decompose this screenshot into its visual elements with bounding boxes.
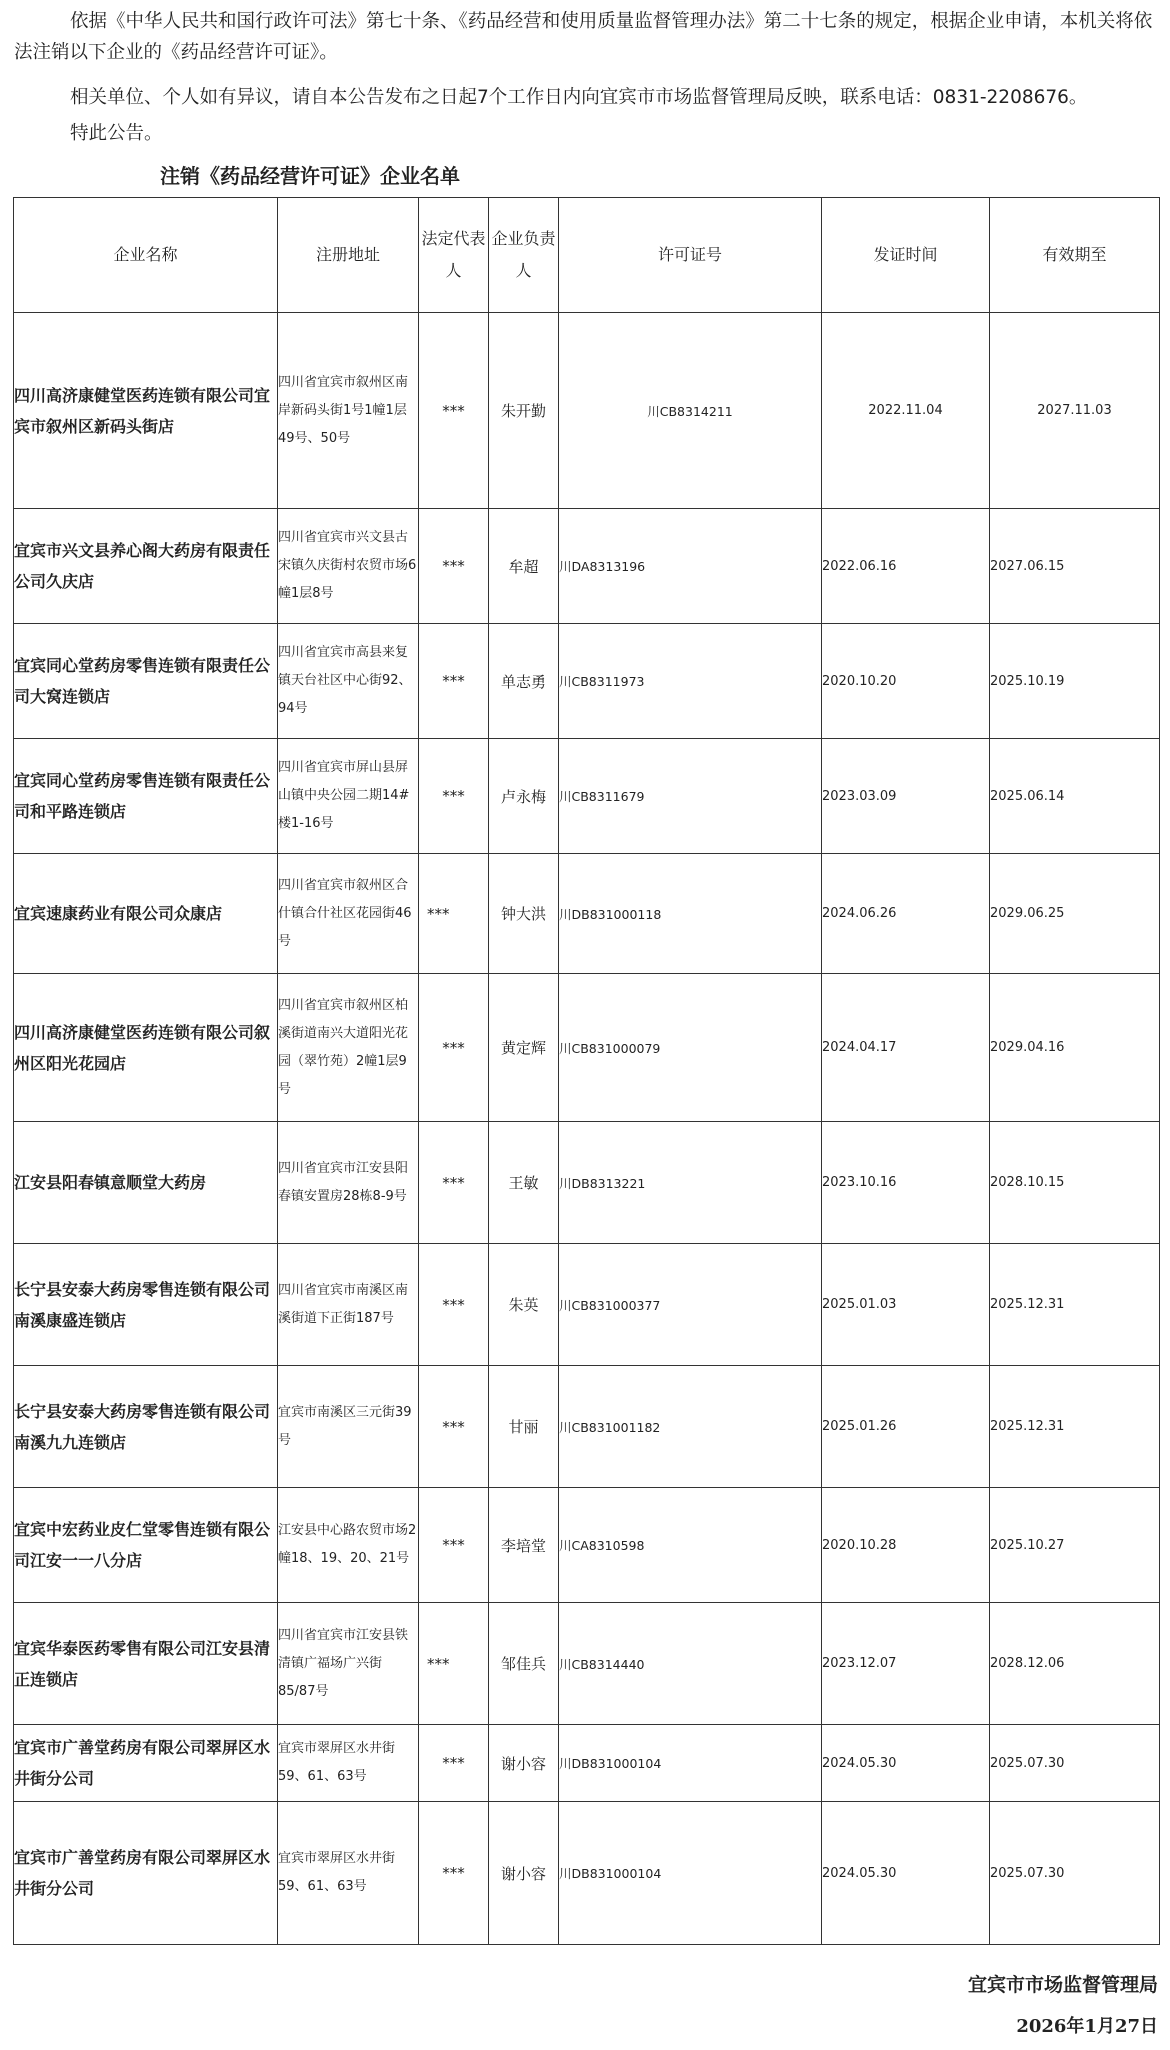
table-row <box>14 1244 1160 1366</box>
table-row <box>14 1366 1160 1488</box>
legal-rep-cell: *** <box>419 1603 489 1725</box>
license-number-cell: 川DB831000104 <box>559 1802 822 1945</box>
company-name-cell: 四川高济康健堂医药连锁有限公司宜宾市叙州区新码头街店 <box>14 313 278 509</box>
manager-cell: 钟大洪 <box>489 854 559 974</box>
license-number-cell: 川CB8314211 <box>559 313 822 509</box>
license-number-cell: 川DB8313221 <box>559 1122 822 1244</box>
address-cell: 四川省宜宾市叙州区南岸新码头街1号1幢1层49号、50号 <box>278 313 419 509</box>
manager-cell: 邹佳兵 <box>489 1603 559 1725</box>
valid-until-cell: 2025.12.31 <box>990 1366 1160 1488</box>
valid-until-cell: 2028.10.15 <box>990 1122 1160 1244</box>
manager-cell: 单志勇 <box>489 624 559 739</box>
issue-date-cell: 2024.06.26 <box>822 854 990 974</box>
company-name-cell: 长宁县安泰大药房零售连锁有限公司南溪康盛连锁店 <box>14 1244 278 1366</box>
address-cell: 宜宾市翠屏区水井街59、61、63号 <box>278 1802 419 1945</box>
address-cell: 江安县中心路农贸市场2幢18、19、20、21号 <box>278 1488 419 1603</box>
company-name-cell: 江安县阳春镇意顺堂大药房 <box>14 1122 278 1244</box>
notice-date: 2026年1月27日 <box>1016 2016 1158 2037</box>
notice-paragraph-1: 依据《中华人民共和国行政许可法》第七十条、《药品经营和使用质量监督管理办法》第二十七条的规定，根据企业申请，本机关将依法注销以下企业的《药品经营许可证》。 <box>14 11 1153 63</box>
issue-date-cell: 2020.10.28 <box>822 1488 990 1603</box>
address-cell: 四川省宜宾市兴文县古宋镇久庆街村农贸市场6幢1层8号 <box>278 509 419 624</box>
valid-until-cell: 2029.04.16 <box>990 974 1160 1122</box>
company-name-cell: 宜宾市广善堂药房有限公司翠屏区水井街分公司 <box>14 1802 278 1945</box>
license-number-cell: 川DB831000104 <box>559 1725 822 1802</box>
license-number-cell: 川CB831000377 <box>559 1244 822 1366</box>
header-license: 许可证号 <box>559 198 822 313</box>
legal-rep-cell: *** <box>419 1366 489 1488</box>
table-header-row <box>14 198 1160 313</box>
table-row <box>14 624 1160 739</box>
license-number-cell: 川DA8313196 <box>559 509 822 624</box>
legal-rep-cell: *** <box>419 313 489 509</box>
company-name-cell: 宜宾中宏药业皮仁堂零售连锁有限公司江安一一八分店 <box>14 1488 278 1603</box>
valid-until-cell: 2025.10.27 <box>990 1488 1160 1603</box>
issue-date-cell: 2024.05.30 <box>822 1802 990 1945</box>
table-row <box>14 1122 1160 1244</box>
legal-rep-cell: *** <box>419 1244 489 1366</box>
license-number-cell: 川DB831000118 <box>559 854 822 974</box>
address-cell: 宜宾市翠屏区水井街59、61、63号 <box>278 1725 419 1802</box>
table-row <box>14 1488 1160 1603</box>
manager-cell: 朱开勤 <box>489 313 559 509</box>
header-legal-rep: 法定代表人 <box>419 198 489 313</box>
issue-date-cell: 2020.10.20 <box>822 624 990 739</box>
company-name-cell: 宜宾同心堂药房零售连锁有限责任公司大窝连锁店 <box>14 624 278 739</box>
issuer-name: 宜宾市市场监督管理局 <box>967 1974 1158 1996</box>
address-cell: 四川省宜宾市叙州区合什镇合什社区花园街46号 <box>278 854 419 974</box>
company-name-cell: 长宁县安泰大药房零售连锁有限公司南溪九九连锁店 <box>14 1366 278 1488</box>
issue-date-cell: 2025.01.26 <box>822 1366 990 1488</box>
license-cancellation-table <box>13 197 1160 1945</box>
company-name-cell: 宜宾速康药业有限公司众康店 <box>14 854 278 974</box>
company-name-cell: 四川高济康健堂医药连锁有限公司叙州区阳光花园店 <box>14 974 278 1122</box>
address-cell: 四川省宜宾市南溪区南溪街道下正街187号 <box>278 1244 419 1366</box>
address-cell: 四川省宜宾市江安县铁清镇广福场广兴街85/87号 <box>278 1603 419 1725</box>
table-row <box>14 974 1160 1122</box>
license-number-cell: 川CB8314440 <box>559 1603 822 1725</box>
legal-rep-cell: *** <box>419 739 489 854</box>
table-row <box>14 1802 1160 1945</box>
valid-until-cell: 2028.12.06 <box>990 1603 1160 1725</box>
table-row <box>14 854 1160 974</box>
table-title: 注销《药品经营许可证》企业名单 <box>160 164 460 188</box>
valid-until-cell: 2027.11.03 <box>990 313 1160 509</box>
issue-date-cell: 2022.11.04 <box>822 313 990 509</box>
issue-date-cell: 2022.06.16 <box>822 509 990 624</box>
issue-date-cell: 2023.03.09 <box>822 739 990 854</box>
table-row <box>14 1725 1160 1802</box>
valid-until-cell: 2027.06.15 <box>990 509 1160 624</box>
legal-rep-cell: *** <box>419 509 489 624</box>
manager-cell: 朱英 <box>489 1244 559 1366</box>
legal-rep-cell: *** <box>419 1122 489 1244</box>
table-row <box>14 739 1160 854</box>
license-number-cell: 川CB8311973 <box>559 624 822 739</box>
issue-date-cell: 2024.04.17 <box>822 974 990 1122</box>
manager-cell: 谢小容 <box>489 1802 559 1945</box>
notice-paragraph-2: 相关单位、个人如有异议，请自本公告发布之日起7个工作日内向宜宾市市场监督管理局反映，联系电话：0831-2208676。 <box>70 87 1088 108</box>
address-cell: 四川省宜宾市江安县阳春镇安置房28栋8-9号 <box>278 1122 419 1244</box>
company-name-cell: 宜宾市广善堂药房有限公司翠屏区水井街分公司 <box>14 1725 278 1802</box>
license-number-cell: 川CA8310598 <box>559 1488 822 1603</box>
header-address: 注册地址 <box>278 198 419 313</box>
header-issue-date: 发证时间 <box>822 198 990 313</box>
header-valid-until: 有效期至 <box>990 198 1160 313</box>
legal-rep-cell: *** <box>419 854 489 974</box>
manager-cell: 李培堂 <box>489 1488 559 1603</box>
issue-date-cell: 2023.12.07 <box>822 1603 990 1725</box>
legal-rep-cell: *** <box>419 1802 489 1945</box>
notice-paragraph-3: 特此公告。 <box>70 123 163 144</box>
issue-date-cell: 2025.01.03 <box>822 1244 990 1366</box>
valid-until-cell: 2029.06.25 <box>990 854 1160 974</box>
table-row <box>14 1603 1160 1725</box>
manager-cell: 谢小容 <box>489 1725 559 1802</box>
valid-until-cell: 2025.07.30 <box>990 1802 1160 1945</box>
valid-until-cell: 2025.12.31 <box>990 1244 1160 1366</box>
issue-date-cell: 2024.05.30 <box>822 1725 990 1802</box>
valid-until-cell: 2025.10.19 <box>990 624 1160 739</box>
company-name-cell: 宜宾华泰医药零售有限公司江安县清正连锁店 <box>14 1603 278 1725</box>
address-cell: 宜宾市南溪区三元街39号 <box>278 1366 419 1488</box>
table-row <box>14 509 1160 624</box>
manager-cell: 牟超 <box>489 509 559 624</box>
license-number-cell: 川CB831000079 <box>559 974 822 1122</box>
manager-cell: 卢永梅 <box>489 739 559 854</box>
issue-date-cell: 2023.10.16 <box>822 1122 990 1244</box>
address-cell: 四川省宜宾市屏山县屏山镇中央公园二期14#楼1-16号 <box>278 739 419 854</box>
license-number-cell: 川CB831001182 <box>559 1366 822 1488</box>
legal-rep-cell: *** <box>419 1725 489 1802</box>
address-cell: 四川省宜宾市叙州区柏溪街道南兴大道阳光花园（翠竹苑）2幢1层9号 <box>278 974 419 1122</box>
legal-rep-cell: *** <box>419 624 489 739</box>
address-cell: 四川省宜宾市高县来复镇天台社区中心街92、94号 <box>278 624 419 739</box>
manager-cell: 黄定辉 <box>489 974 559 1122</box>
company-name-cell: 宜宾市兴文县养心阁大药房有限责任公司久庆店 <box>14 509 278 624</box>
manager-cell: 王敏 <box>489 1122 559 1244</box>
header-manager: 企业负责人 <box>489 198 559 313</box>
license-number-cell: 川CB8311679 <box>559 739 822 854</box>
manager-cell: 甘丽 <box>489 1366 559 1488</box>
legal-rep-cell: *** <box>419 1488 489 1603</box>
legal-rep-cell: *** <box>419 974 489 1122</box>
valid-until-cell: 2025.07.30 <box>990 1725 1160 1802</box>
table-row <box>14 313 1160 509</box>
company-name-cell: 宜宾同心堂药房零售连锁有限责任公司和平路连锁店 <box>14 739 278 854</box>
valid-until-cell: 2025.06.14 <box>990 739 1160 854</box>
header-name: 企业名称 <box>14 198 278 313</box>
